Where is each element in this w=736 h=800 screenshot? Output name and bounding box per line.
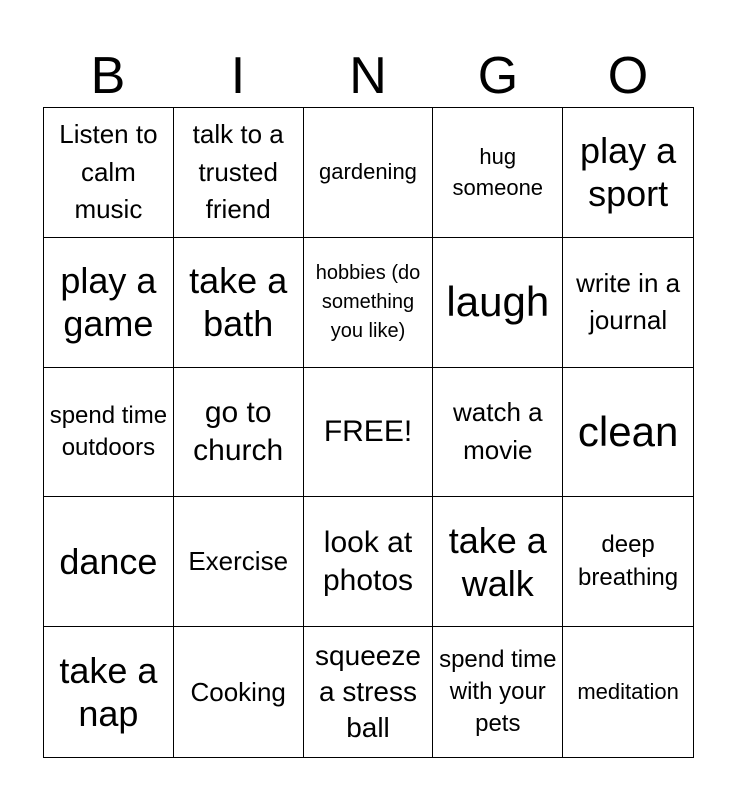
bingo-cell[interactable]: take a bath — [174, 238, 304, 368]
bingo-cell[interactable]: take a nap — [44, 627, 174, 757]
bingo-cell[interactable]: laugh — [433, 238, 563, 368]
bingo-cell[interactable]: look at photos — [304, 497, 434, 627]
bingo-cell[interactable]: hobbies (do something you like) — [304, 238, 434, 368]
bingo-cell[interactable]: Listen to calm music — [44, 108, 174, 238]
bingo-cell[interactable]: gardening — [304, 108, 434, 238]
bingo-cell[interactable]: take a walk — [433, 497, 563, 627]
bingo-cell[interactable]: dance — [44, 497, 174, 627]
bingo-cell[interactable]: write in a journal — [563, 238, 693, 368]
bingo-cell[interactable]: play a game — [44, 238, 174, 368]
bingo-cell-free[interactable]: FREE! — [304, 368, 434, 498]
bingo-cell[interactable]: talk to a trusted friend — [174, 108, 304, 238]
bingo-board — [43, 107, 694, 758]
header-letter-o: O — [607, 47, 649, 105]
bingo-cell[interactable]: squeeze a stress ball — [304, 627, 434, 757]
bingo-cell[interactable]: Exercise — [174, 497, 304, 627]
bingo-cell[interactable]: clean — [563, 368, 693, 498]
bingo-cell[interactable]: spend time with your pets — [433, 627, 563, 757]
bingo-cell[interactable]: hug someone — [433, 108, 563, 238]
bingo-header — [43, 46, 693, 106]
bingo-cell[interactable]: spend time outdoors — [44, 368, 174, 498]
header-letter-g: G — [477, 47, 519, 105]
bingo-cell[interactable]: watch a movie — [433, 368, 563, 498]
header-letter-b: B — [90, 47, 126, 105]
bingo-cell[interactable]: Cooking — [174, 627, 304, 757]
bingo-cell[interactable]: go to church — [174, 368, 304, 498]
bingo-cell[interactable]: deep breathing — [563, 497, 693, 627]
header-letter-n: N — [349, 47, 387, 105]
bingo-cell[interactable]: meditation — [577, 679, 679, 705]
header-letter-i: I — [230, 47, 246, 105]
bingo-cell[interactable]: play a sport — [563, 108, 693, 238]
